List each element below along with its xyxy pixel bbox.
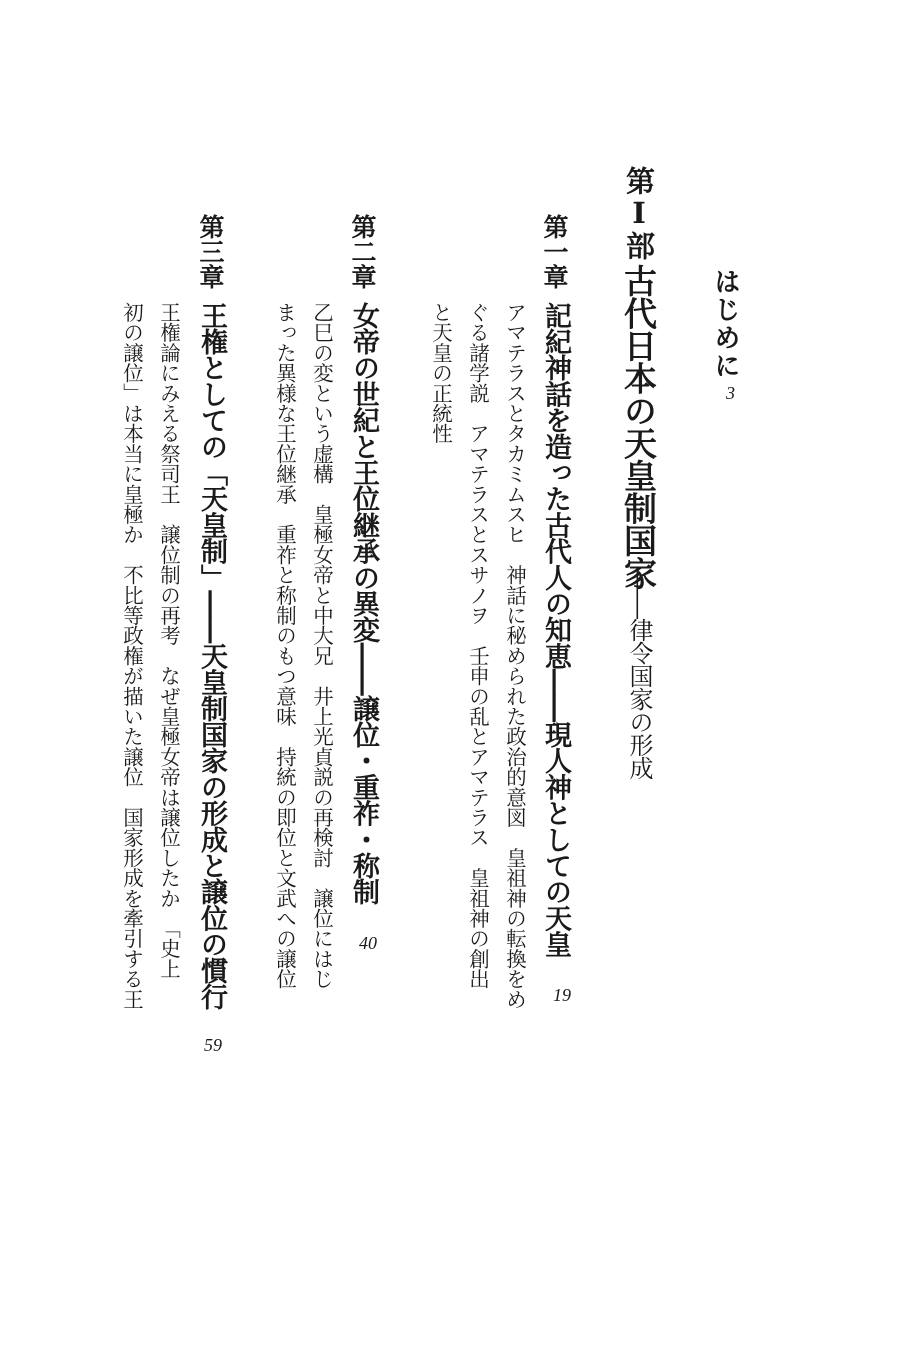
chapter3-number: 第三章 [196,214,225,289]
part-number: 第Ⅰ部 [622,166,656,261]
chapter3-title[interactable]: 王権としての「天皇制」――天皇制国家の形成と譲位の慣行 [196,302,227,1010]
chapter1-summary-line-3: と天皇の正統性 [428,302,453,444]
chapter3-summary-line-1: 王権論にみえる祭司王 譲位制の再考 なぜ皇極女帝は譲位したか 「史上 [156,302,181,979]
chapter1-summary-line-1: アマテラスとタカミムスヒ 神話に秘められた政治的意図 皇祖神の転換をめ [502,302,527,1010]
chapter3-summary-line-2: 初の譲位」は本当に皇極か 不比等政権が描いた譲位 国家形成を牽引する王 [119,302,144,1010]
chapter1-title[interactable]: 記紀神話を造った古代人の知恵――現人神としての天皇 [540,302,571,958]
chapter3-page-number: 59 [204,1035,222,1055]
intro-heading[interactable]: はじめに [710,268,740,380]
intro-page-number: 3 [726,383,735,403]
chapter1-number: 第一章 [540,214,569,289]
part-title[interactable]: 古代日本の天皇制国家 [619,264,658,589]
chapter2-summary-line-2: まった異様な王位継承 重祚と称制のもつ意味 持統の即位と文武への譲位 [272,302,297,989]
chapter2-summary-line-1: 乙巳の変という虚構 皇極女帝と中大兄 井上光貞説の再検討 譲位にはじ [309,302,334,989]
chapter2-title[interactable]: 女帝の世紀と王位継承の異変――譲位・重祚・称制 [348,302,379,905]
part-subtitle: ――律令国家の形成 [625,572,653,779]
chapter2-number: 第二章 [348,214,377,289]
chapter1-summary-line-2: ぐる諸学説 アマテラスとスサノヲ 壬申の乱とアマテラス 皇祖神の創出 [465,302,490,989]
chapter1-page-number: 19 [553,985,571,1005]
chapter2-page-number: 40 [359,933,377,953]
